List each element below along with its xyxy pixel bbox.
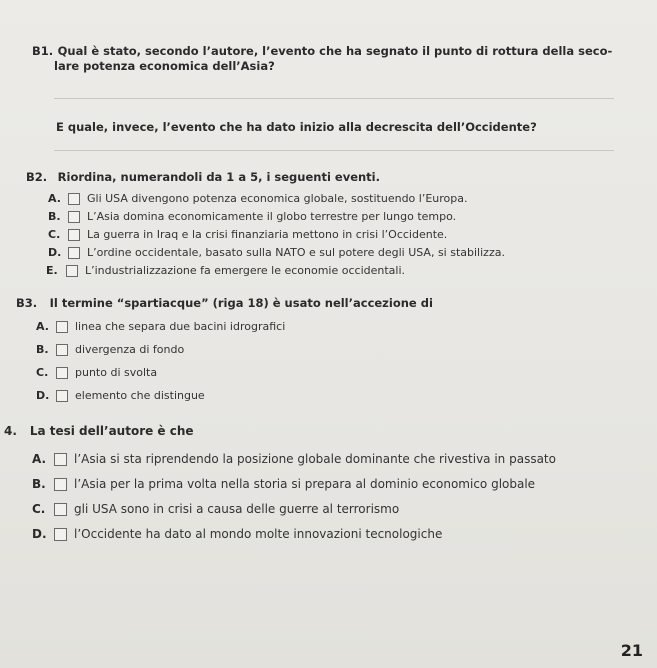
checkbox[interactable] xyxy=(66,265,78,277)
checkbox[interactable] xyxy=(56,390,68,402)
checkbox[interactable] xyxy=(56,344,68,356)
b2-option-a[interactable] xyxy=(48,192,467,206)
checkbox[interactable] xyxy=(54,528,67,541)
b2-option-c[interactable] xyxy=(48,228,447,242)
b2-option-letter: E. xyxy=(46,264,58,277)
b4-option-c[interactable] xyxy=(32,502,399,516)
checkbox[interactable] xyxy=(68,193,80,205)
b2-option-d[interactable] xyxy=(48,246,505,260)
checkbox[interactable] xyxy=(54,478,67,491)
question-b3-text: Il termine “spartiacque” (riga 18) è usato nell’accezione di xyxy=(49,296,433,310)
page-number: 21 xyxy=(620,641,643,660)
b2-option-text: L’ordine occidentale, basato sulla NATO e sul potere degli USA, si stabilizza. xyxy=(87,246,505,259)
question-b2-text: Riordina, numerandoli da 1 a 5, i seguenti eventi. xyxy=(57,170,380,184)
b4-option-text: l’Asia per la prima volta nella storia si prepara al dominio economico globale xyxy=(74,477,536,491)
question-b3-number: B3. xyxy=(16,296,38,310)
b2-option-letter: C. xyxy=(48,228,61,241)
b2-option-e[interactable] xyxy=(46,264,405,278)
b3-option-text: elemento che distingue xyxy=(75,389,205,402)
b3-option-b[interactable] xyxy=(36,343,184,357)
b3-option-text: linea che separa due bacini idrografici xyxy=(75,320,286,333)
question-b4 xyxy=(4,424,644,439)
b3-option-a[interactable] xyxy=(36,320,285,334)
b3-option-c[interactable] xyxy=(36,366,157,380)
checkbox[interactable] xyxy=(56,321,68,333)
question-b2 xyxy=(26,170,626,185)
question-b1-cont xyxy=(54,59,634,74)
answer-line-b1-2[interactable] xyxy=(54,150,614,151)
question-b4-text: La tesi dell’autore è che xyxy=(29,424,194,438)
checkbox[interactable] xyxy=(54,503,67,516)
b3-option-letter: A. xyxy=(36,320,49,333)
b3-option-letter: D. xyxy=(36,389,50,402)
b2-option-b[interactable] xyxy=(48,210,456,224)
checkbox[interactable] xyxy=(56,367,68,379)
answer-line-b1-1[interactable] xyxy=(54,98,614,99)
b2-option-text: La guerra in Iraq e la crisi finanziaria mettono in crisi l’Occidente. xyxy=(87,228,448,241)
question-b1-number: B1. xyxy=(32,44,54,58)
checkbox[interactable] xyxy=(68,229,80,241)
question-b4-number: 4. xyxy=(4,424,17,438)
b4-option-letter: A. xyxy=(32,452,47,466)
b2-option-text: Gli USA divengono potenza economica globale, sostituendo l’Europa. xyxy=(87,192,468,205)
question-b1-line1: Qual è stato, secondo l’autore, l’evento che ha segnato il punto di rottura della seco- xyxy=(57,44,613,58)
b4-option-text: l’Occidente ha dato al mondo molte innovazioni tecnologiche xyxy=(74,527,443,541)
question-b1-line2: lare potenza economica dell’Asia? xyxy=(54,59,275,73)
question-b3 xyxy=(16,296,636,311)
b3-option-letter: B. xyxy=(36,343,49,356)
question-b1-followup xyxy=(56,120,636,135)
b3-option-text: punto di svolta xyxy=(75,366,158,379)
checkbox[interactable] xyxy=(54,453,67,466)
b2-option-letter: A. xyxy=(48,192,61,205)
b4-option-letter: D. xyxy=(32,527,47,541)
checkbox[interactable] xyxy=(68,247,80,259)
question-b2-number: B2. xyxy=(26,170,48,184)
b4-option-a[interactable] xyxy=(32,452,556,466)
b4-option-text: gli USA sono in crisi a causa delle guerre al terrorismo xyxy=(74,502,400,516)
b4-option-letter: B. xyxy=(32,477,46,491)
b4-option-text: l’Asia si sta riprendendo la posizione globale dominante che rivestiva in passato xyxy=(74,452,556,466)
question-b1 xyxy=(32,44,632,59)
b2-option-letter: D. xyxy=(48,246,62,259)
b2-option-text: L’Asia domina economicamente il globo terrestre per lungo tempo. xyxy=(87,210,457,223)
b2-option-letter: B. xyxy=(48,210,61,223)
b4-option-d[interactable] xyxy=(32,527,442,541)
b3-option-text: divergenza di fondo xyxy=(75,343,185,356)
b2-option-text: L’industrializzazione fa emergere le economie occidentali. xyxy=(85,264,406,277)
checkbox[interactable] xyxy=(68,211,80,223)
b4-option-letter: C. xyxy=(32,502,46,516)
b4-option-b[interactable] xyxy=(32,477,535,491)
b3-option-d[interactable] xyxy=(36,389,205,403)
question-b1-followup-text: E quale, invece, l’evento che ha dato inizio alla decrescita dell’Occidente? xyxy=(56,120,537,134)
b3-option-letter: C. xyxy=(36,366,49,379)
